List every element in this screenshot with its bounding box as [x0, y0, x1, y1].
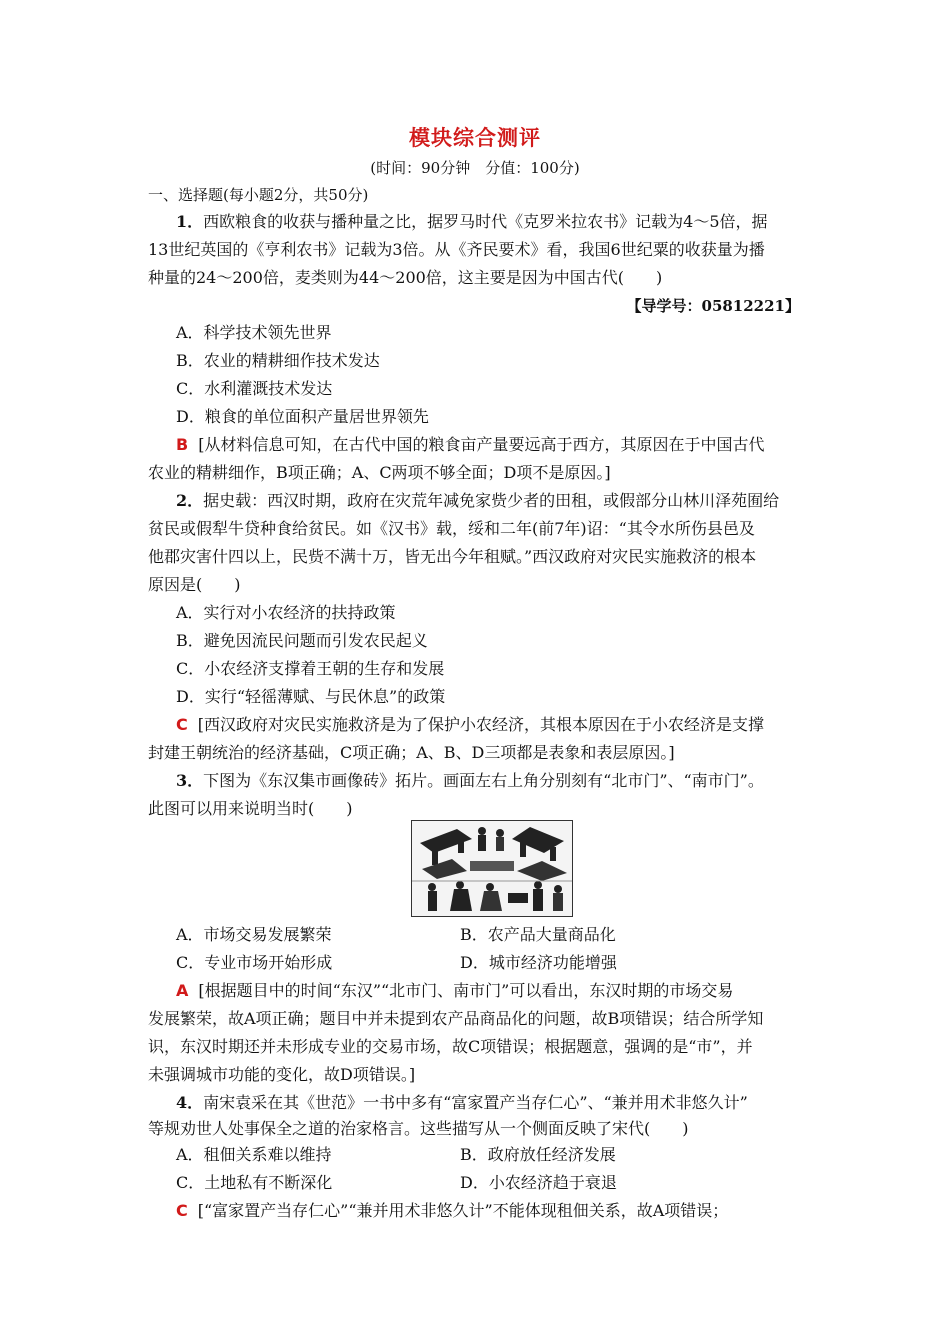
q1-option-a: A．科学技术领先世界	[176, 323, 332, 342]
q4-line2: 等规劝世人处事保全之道的治家格言。这些描写从一个侧面反映了宋代( )	[148, 1119, 689, 1138]
q1-reference: 【导学号：05812221】	[626, 297, 800, 315]
q2-explanation-line1: C [西汉政府对灾民实施救济是为了保护小农经济，其根本原因在于小农经济是支撑	[176, 715, 764, 734]
q3-number: 3．	[176, 771, 204, 790]
q3-option-c: C．专业市场开始形成	[176, 953, 333, 972]
q4-line1: 4．南宋袁采在其《世范》一书中多有“富家置产当存仁心”、“兼并用术非悠久计”	[176, 1093, 748, 1112]
q1-explanation-line2: 农业的精耕细作，B项正确；A、C两项不够全面；D项不是原因。]	[148, 463, 611, 482]
q3-explanation-line1: A [根据题目中的时间“东汉”“北市门、南市门”可以看出，东汉时期的市场交易	[176, 981, 734, 1000]
q2-line3: 他郡灾害什四以上，民赀不满十万，皆无出今年租赋。”西汉政府对灾民实施救济的根本	[148, 547, 757, 566]
q3-line1: 3．下图为《东汉集市画像砖》拓片。画面左右上角分别刻有“北市门”、“南市门”。	[176, 771, 764, 790]
q1-option-b: B．农业的精耕细作技术发达	[176, 351, 380, 370]
q4-answer: C	[176, 1201, 188, 1220]
q1-line1: 1．西欧粮食的收获与播种量之比，据罗马时代《克罗米拉农书》记载为4～5倍，据	[176, 212, 768, 231]
q2-line1: 2．据史载：西汉时期，政府在灾荒年减免家赀少者的田租，或假部分山林川泽苑囿给	[176, 491, 780, 510]
q3-explanation-line3: 识，东汉时期还并未形成专业的交易市场，故C项错误；根据题意，强调的是“市”，并	[148, 1037, 753, 1056]
q1-number: 1．	[176, 212, 204, 231]
q3-option-a: A．市场交易发展繁荣	[176, 925, 332, 944]
q2-explanation-line2: 封建王朝统治的经济基础，C项正确；A、B、D三项都是表象和表层原因。]	[148, 743, 675, 762]
q2-option-d: D．实行“轻徭薄赋、与民休息”的政策	[176, 687, 446, 706]
section-heading: 一、选择题(每小题2分，共50分)	[148, 186, 369, 204]
q1-option-d: D．粮食的单位面积产量居世界领先	[176, 407, 429, 426]
q2-line2: 贫民或假犁牛贷种食给贫民。如《汉书》载，绥和二年(前7年)诏：“其令水所伤县邑及	[148, 519, 755, 538]
q2-option-a: A．实行对小农经济的扶持政策	[176, 603, 396, 622]
q2-answer: C	[176, 715, 188, 734]
q4-option-a: A．租佃关系难以维持	[176, 1145, 332, 1164]
q4-explanation-line1: C [“富家置产当存仁心”“兼并用术非悠久计”不能体现租佃关系，故A项错误；	[176, 1201, 729, 1220]
q1-answer: B	[176, 435, 189, 454]
q3-option-d: D．城市经济功能增强	[460, 953, 617, 972]
q2-option-c: C．小农经济支撑着王朝的生存和发展	[176, 659, 445, 678]
market-brick-rubbing-image	[411, 820, 573, 917]
q3-explanation-line4: 未强调城市功能的变化，故D项错误。]	[148, 1065, 416, 1084]
q3-option-b: B．农产品大量商品化	[460, 925, 616, 944]
q4-option-b: B．政府放任经济发展	[460, 1145, 616, 1164]
q2-line4: 原因是( )	[148, 575, 241, 594]
rubbing-illustration-icon	[412, 821, 572, 916]
q4-option-c: C．土地私有不断深化	[176, 1173, 333, 1192]
q3-answer: A	[176, 981, 189, 1000]
q1-explanation-line1: B [从材料信息可知，在古代中国的粮食亩产量要远高于西方，其原因在于中国古代	[176, 435, 765, 454]
q4-number: 4．	[176, 1093, 204, 1112]
q1-option-c: C．水利灌溉技术发达	[176, 379, 333, 398]
q3-line2: 此图可以用来说明当时( )	[148, 799, 353, 818]
exam-info: (时间：90分钟 分值：100分)	[370, 159, 580, 177]
q4-option-d: D．小农经济趋于衰退	[460, 1173, 617, 1192]
q1-line3: 种量的24～200倍，麦类则为44～200倍，这主要是因为中国古代( )	[148, 268, 663, 287]
q3-explanation-line2: 发展繁荣，故A项正确；题目中并未提到农产品商品化的问题，故B项错误；结合所学知	[148, 1009, 764, 1028]
q1-line2: 13世纪英国的《亨利农书》记载为3倍。从《齐民要术》看，我国6世纪粟的收获量为播	[148, 240, 765, 259]
page-title: 模块综合测评	[409, 126, 541, 150]
q2-option-b: B．避免因流民问题而引发农民起义	[176, 631, 428, 650]
q2-number: 2．	[176, 491, 204, 510]
